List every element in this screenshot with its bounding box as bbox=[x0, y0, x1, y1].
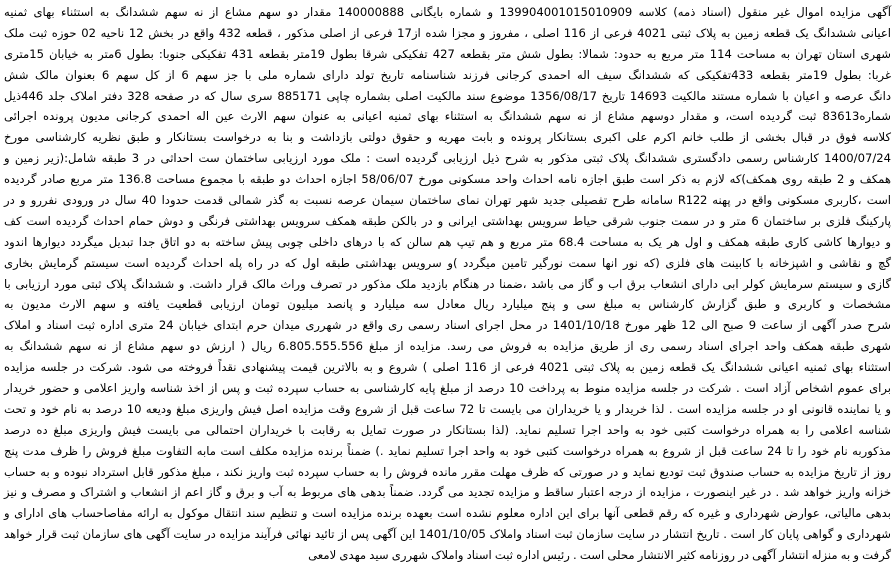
notice-line: شناسه اعلامی را به همراه درخواست کتبی خود به واحد اجرا تسلیم نماید. (لذا بستانکار در صورت تمایل به رقابت با خریداران احتمالی می بایست فیش واریزی مبلغ ده درصد bbox=[4, 422, 891, 437]
notice-line: 1400/07/24 کارشناس رسمی دادگستری ششدانگ پلاک ثبتی مذکور به شرح ذیل ارزیابی گردیده است : ملک مورد ارزیابی ساختمان ست احداثی در 3 طبقه شامل:(زیر زمین و bbox=[4, 151, 891, 166]
notice-line: شهرداری و گواهی پایان کار است . تاریخ انتشار در سایت سازمان ثبت اسناد واملاک 1401/10/05 این آگهی پس از تائید نهائی فرآیند مزایده در سایت آگهی های سازمان ثبت قرار خواهد bbox=[4, 527, 891, 542]
notice-line: همکف و 2 طبقه روی همکف)که لازم به ذکر است طبق اجازه نامه احداث واحد مسکونی مورخ 58/06/07 اجازه احداث دو طبقه با مجموع مساحت 136.8 متر مربع صادر گردیده bbox=[4, 172, 891, 187]
notice-line: برای عموم اشخاص آزاد است . شرکت در جلسه مزایده منوط به پرداخت 10 درصد از مبلغ پایه کارشناسی به حساب سپرده ثبت و پس از اخذ شناسه واریز اعلامی و حضور خریدار bbox=[4, 381, 891, 396]
notice-line: دانگ عرصه و اعیان با شماره مستند مالکیت 14693 تاریخ 1356/08/17 موضوع سند مالکیت اصلی بشماره چاپی 885171 سری سال که در صفحه 328 دفتر املاک جلد 446ذیل bbox=[4, 88, 891, 103]
notice-line: بدهی مالیاتی، عوارض شهرداری و غیره که رقم قطعی آنها برای این اداره معلوم نشده است بعهده برنده مزایده است و تنظیم سند انتقال موکول به ارائه مفاصاحساب های ادارای و bbox=[4, 506, 891, 521]
notice-line: شهری طبقه همکف واحد اجرای اسناد رسمی ری از طریق مزایده به فروش می رسد. مزایده از مبلغ 6.805.555.556 ریال ( ارزش دو سهم مشاع از نه سهم ششدانگ به bbox=[4, 339, 891, 354]
notice-line: خزانه واریز خواهد شد . در غیر اینصورت ، مزایده از درجه اعتبار ساقط و مزایده تجدید می گردد. ضمناً بدهی های مربوط به آب و برق و گاز اعم از انشعاب و اشتراک و مصرف و نیز bbox=[4, 485, 891, 500]
notice-line: است ،کاربری مسکونی واقع در پهنه R122 سامانه طرح تفصیلی جدید شهر تهران نمای ساختمان سیمان عرصه نسبت به گذر شمالی قدمت حدودا 40 سال در ورودی نفررو و در bbox=[4, 193, 892, 208]
notice-line: مشخصات و کاربری و طبق گزارش کارشناس به مبلغ سی و پنج میلیارد ریال معادل سه میلیارد و پانصد میلیون تومان ارزیابی قطعیت یافته و سهم الارث مدیون به bbox=[4, 297, 891, 312]
notice-line: استثناء بهای ثمنیه اعیانی ششدانگ یک قطعه زمین به پلاک ثبتی 4021 فرعی از 116 اصلی ) شروع و به بالاترین قیمت پیشنهادی نقداً فروخته می شود. شرکت در جلسه مزایده bbox=[4, 360, 891, 375]
notice-line: کلاسه فوق در قبال بخشی از طلب خانم اکرم علی اکبری بستانکار پرونده و بابت مهریه و حقوق دولتی بازداشت و بنا به درخواست بستانکار و طبق نظریه کارشناسی مورخ bbox=[4, 130, 891, 145]
notice-line: مذکوربه نام خود را تا 24 ساعت قبل از شروع به همراه درخواست کتبی خود به واحد اجرا تسلیم نماید .) ضمناً برنده مزایده مکلف است مابه التفاوت مبلغ فروش را ظرف مدت پنج bbox=[4, 443, 891, 458]
notice-line: پارکینگ فلزی بر ساختمان 6 متر و در سمت جنوب شرقی حیاط سرویس بهداشتی ایرانی و در بالکن طبقه همکف سرویس بهداشتی فرنگی و دوش حمام احداث گردیده است کف bbox=[4, 213, 891, 228]
notice-line: اعیانی ششدانگ یک قطعه زمین به پلاک ثبتی 4021 فرعی از 116 اصلی ، مفروز و مجزا شده از17 فرعی از اصلی مذکور ، قطعه 432 واقع در بخش 12 ناحیه 02 حوزه ثبت ملک bbox=[4, 25, 891, 40]
notice-line: آگهی مزایده اموال غیر منقول (اسناد ذمه) کلاسه 139904001015010909 و شماره بایگانی 140000888 مقدار دو سهم مشاع از نه سهم ششدانگ به استثناء بهای ثمنیه bbox=[4, 5, 891, 19]
notice-line: شماره83613 ثبت گردیده است، و مقدار دوسهم مشاع از نه سهم ششدانگ به استثناء بهای ثمنیه اعیانی به عنوان سهم الارث عین اله احمدی کرجانی مدیون پرونده اجرائی bbox=[4, 109, 891, 124]
notice-line: روز از تاریخ مزایده به حساب صندوق ثبت تودیع نماید و در صورتی که ظرف مهلت مقرر مانده فروش را به حساب سپرده ثبت واریز نکند ، مبلغ مذکور قابل استرداد نبوده و به حساب bbox=[4, 464, 891, 479]
notice-line: غربا: بطول 19متر بقطعه 433تفکیکی که ششدانگ سیف اله احمدی کرجانی فرزند شناسنامه تاریخ تولد دارای شماره ملی با جز سهم 6 از کل سهم 6 بعنوان مالک شش bbox=[4, 67, 892, 82]
notice-line: شهری استان تهران به مساحت 114 متر مربع به حدود: شمالا: بطول شش متر بقطعه 427 تفکیکی شرقا بطول 19متر بقطعه 431 تفکیکی جنوبا: بطول 6متر به خیابان 15متری bbox=[4, 46, 891, 61]
notice-line: و دیوارها کاشی کاری طبقه همکف و اول هر یک به مساحت 68.4 متر مربع و هم تیپ هم سالن که با درهای داخلی چوبی پیش ساخته به دو اتاق جدا تبدیل میگردد دیوارها اندود bbox=[4, 234, 891, 249]
notice-line: گازی و سیستم سرمایش کولر ابی دارای انشعاب برق اب و گاز می باشد ،ضمنا در هنگام بازدید ملک مذکور در تصرف وراث مالک قرار داشت. و ششدانگ پلاک ثبتی مورد ارزیابی با bbox=[4, 276, 891, 291]
notice-line: و یا نماینده قانونی او در جلسه مزایده است . لذا خریدار و یا خریداران می بایست تا 72 ساعت قبل از شروع وقت مزایده اصل فیش واریزی مبلغ ودیعه 10 درصد به نام خود و تحت bbox=[4, 401, 891, 416]
notice-line: گچ و نقاشی و اشپزخانه با کابینت های فلزی (که نور انها سمت نورگیر تامین میگردد )و سرویس بهداشتی طبقه اول که در راه پله احداث گردیده است سیستم گرمایش بخاری bbox=[4, 255, 891, 270]
auction-notice bbox=[4, 2, 892, 563]
notice-line: شرح صدر آگهی از ساعت 9 صبح الی 12 ظهر مورخ 1401/10/18 در محل اجرای اسناد رسمی ری واقع در شهرری میدان حرم ابتدای خیابان 24 متری اداره ثبت اسناد و املاک bbox=[4, 318, 892, 333]
notice-line: گرفت و به منزله انتشار آگهی در روزنامه کثیر الانتشار محلی است . رئیس اداره ثبت اسناد واملاک شهرری سید مهدی لامعی bbox=[308, 548, 891, 563]
